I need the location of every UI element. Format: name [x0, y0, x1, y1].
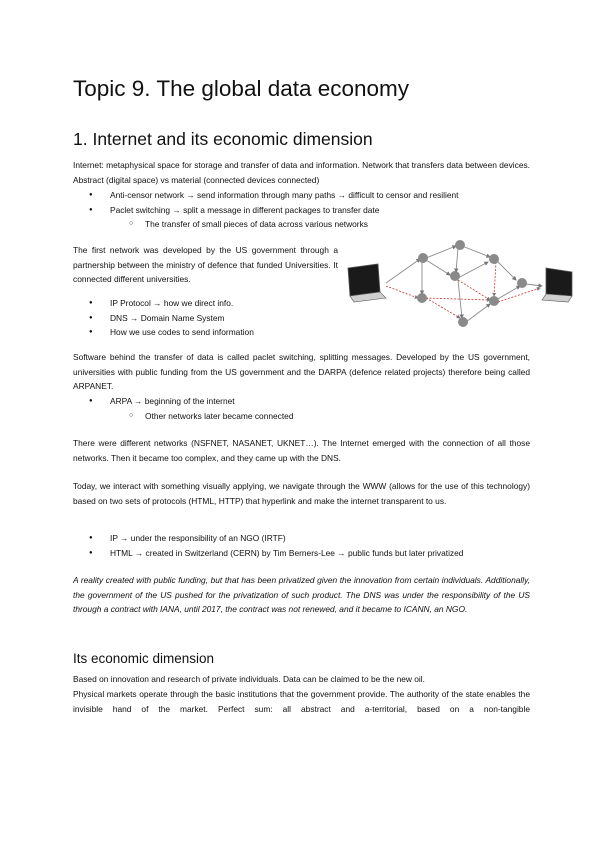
list-item: ○ The transfer of small pieces of data across various networks	[73, 217, 459, 232]
packet-path	[386, 262, 540, 318]
privatization-paragraph: A reality created with public funding, but that has been privatized given the innovation from certain individuals. Additionally, the government of the US pushed for the privatization of such product. The DNS was under the responsibility of the US through a contract with IANA, until 2017, the contract was not renewed, and it became to ICANN, an NGO.	[73, 575, 530, 615]
network-diagram	[340, 236, 575, 341]
economic-paragraph-2: Physical markets operate through the basic institutions that the government provide. The authority of the state enables the invisible hand of the market. Perfect sum: all abstract and a-territorial, based on a non-tangible	[73, 689, 530, 714]
list-item: ● Paclet switching → split a message in different packages to transfer date	[73, 203, 459, 218]
arpa-bullet-list	[73, 394, 294, 423]
section-heading-internet: 1. Internet and its economic dimension	[73, 129, 373, 149]
ip-html-bullet-list	[73, 531, 463, 560]
laptop-left-icon	[348, 264, 386, 302]
intro-paragraph: Internet: metaphysical space for storage and transfer of data and information. Network that transfers data between devices. Abstract (digital space) vs material (connected devices connected)	[73, 160, 530, 185]
list-item: ● How we use codes to send information	[73, 325, 254, 340]
section-heading-economic: Its economic dimension	[73, 651, 215, 666]
laptop-right-icon	[542, 268, 572, 302]
www-paragraph: Today, we interact with something visually applying, we navigate through the WWW (allows for the use of this technology) based on two sets of protocols (HTML, HTTP) that hyperlink and make the internet transparent to us.	[73, 481, 530, 506]
page-title: Topic 9. The global data economy	[73, 76, 410, 101]
list-item: ● ARPA → beginning of the internet	[73, 394, 294, 409]
list-item: ● HTML → created in Switzerland (CERN) by Tim Berners-Lee → public funds but later privatized	[73, 546, 463, 561]
list-item: ○ Other networks later became connected	[73, 409, 294, 424]
software-paragraph: Software behind the transfer of data is called paclet switching, splitting messages. Developed by the US government, universities with public funding from the US government and the DARPA (defence related projects) therefore being called ARPANET.	[73, 352, 530, 392]
intro-bullet-list	[73, 188, 459, 232]
list-item: ● Anti-censor network → send information through many paths → difficult to censor and resilient	[73, 188, 459, 203]
first-network-paragraph: The first network was developed by the US government through a partnership between the ministry of defence that funded Universities. It connected different universities.	[73, 245, 338, 285]
network-nodes	[417, 240, 527, 327]
list-item: ● IP Protocol → how we direct info.	[73, 296, 254, 311]
list-item: ● IP → under the responsibility of an NGO (IRTF)	[73, 531, 463, 546]
networks-paragraph: There were different networks (NSFNET, NASANET, UKNET…). The Internet emerged with the connection of all those networks. Then it became too complex, and they came up with the DNS.	[73, 438, 530, 463]
protocol-bullet-list	[73, 296, 254, 340]
list-item: ● DNS → Domain Name System	[73, 311, 254, 326]
economic-paragraph-1: Based on innovation and research of private individuals. Data can be claimed to be the new oil.	[73, 674, 425, 684]
